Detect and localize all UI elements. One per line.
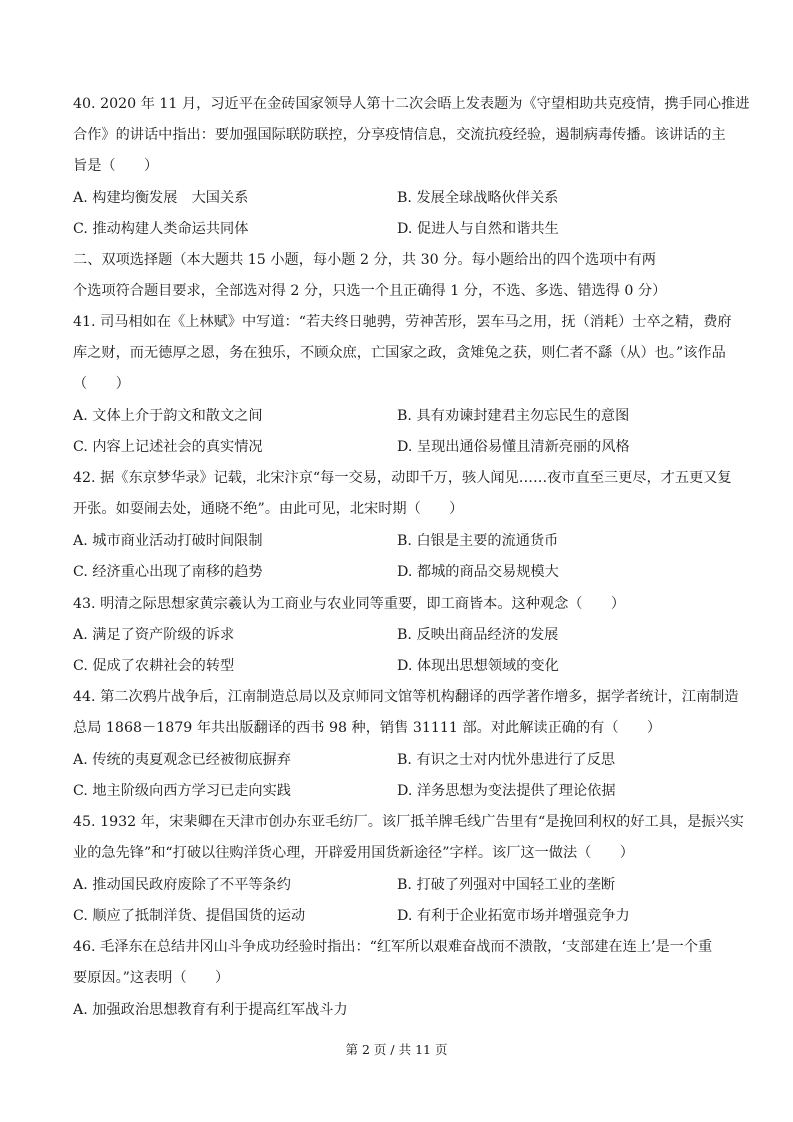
- q42-option-c: C. 经济重心出现了南移的趋势: [73, 564, 263, 580]
- q45-option-c: C. 顺应了抵制洋货、提倡国货的运动: [73, 908, 306, 924]
- q40-line-2: 合作》的讲话中指出：要加强国际联防联控，分享疫情信息，交流抗疫经验，遏制病毒传播。该讲话的主: [73, 127, 726, 143]
- q43-option-a: A. 满足了资产阶级的诉求: [73, 627, 235, 643]
- q43-line-1: 43. 明清之际思想家黄宗羲认为工商业与农业同等重要，即工商皆本。这种观念（ ）: [73, 596, 626, 612]
- q46-option-a: A. 加强政治思想教育有利于提高红军战斗力: [73, 1002, 348, 1018]
- q40-line-1: 40. 2020 年 11 月，习近平在金砖国家领导人第十二次会晤上发表题为《守望相助共克疫情，携手同心推进: [73, 96, 750, 112]
- q44-line-2: 总局 1868－1879 年共出版翻译的西书 98 种，销售 31111 部。对此解读正确的有（ ）: [73, 720, 662, 736]
- q41-option-a: A. 文体上介于韵文和散文之间: [73, 408, 263, 424]
- q43-option-c: C. 促成了农耕社会的转型: [73, 658, 235, 674]
- q45-option-a: A. 推动国民政府废除了不平等条约: [73, 877, 291, 893]
- q42-line-2: 开张。如耍闹去处，通晓不绝”。由此可见，北宋时期（ ）: [73, 501, 464, 517]
- q42-line-1: 42. 据《东京梦华录》记载，北宋汴京“每一交易，动即千万，骇人闻见……夜市直至三更尽，才五更又复: [73, 470, 732, 486]
- q40-option-c: C. 推动构建人类命运共同体: [73, 221, 249, 237]
- q45-option-b: B. 打破了列强对中国轻工业的垄断: [397, 877, 616, 893]
- q41-line-3: （ ）: [73, 376, 130, 392]
- q41-line-2: 库之财，而无德厚之恩，务在独乐，不顾众庶，亡国家之政，贪雉兔之获，则仁者不繇（从）也。”该作品: [73, 345, 726, 361]
- q45-line-2: 业的急先锋”和“打破以往购洋货心理，开辟爱用国货新途径”字样。该厂这一做法（ ）: [73, 845, 634, 861]
- q42-option-d: D. 都城的商品交易规模大: [397, 564, 559, 580]
- q43-option-d: D. 体现出思想领域的变化: [397, 658, 559, 674]
- q41-option-c: C. 内容上记述社会的真实情况: [73, 439, 263, 455]
- q46-line-2: 要原因。”这表明（ ）: [73, 970, 230, 986]
- section2-heading-line-2: 个选项符合题目要求，全部选对得 2 分，只选一个且正确得 1 分，不选、多选、错选得 0 分）: [73, 283, 667, 299]
- q43-option-b: B. 反映出商品经济的发展: [397, 627, 559, 643]
- q44-option-d: D. 洋务思想为变法提供了理论依据: [397, 783, 616, 799]
- section2-heading-line-1: 二、双项选择题（本大题共 15 小题，每小题 2 分，共 30 分。每小题给出的四个选项中有两: [73, 252, 656, 268]
- q40-option-b: B. 发展全球战略伙伴关系: [397, 190, 559, 206]
- q46-line-1: 46. 毛泽东在总结井冈山斗争成功经验时指出：“红军所以艰难奋战而不溃散，‘支部建在连上’是一个重: [73, 939, 713, 955]
- q40-line-3: 旨是（ ）: [73, 158, 159, 174]
- q41-option-d: D. 呈现出通俗易懂且清新亮丽的风格: [397, 439, 630, 455]
- q42-option-a: A. 城市商业活动打破时间限制: [73, 533, 263, 549]
- q44-option-c: C. 地主阶级向西方学习已走向实践: [73, 783, 291, 799]
- q40-option-a: A. 构建均衡发展 大国关系: [73, 190, 249, 206]
- q41-option-b: B. 具有劝谏封建君主勿忘民生的意图: [397, 408, 630, 424]
- q40-option-d: D. 促进人与自然和谐共生: [397, 221, 559, 237]
- q45-line-1: 45. 1932 年，宋棐卿在天津市创办东亚毛纺厂。该厂抵羊牌毛线广告里有“是挽回利权的好工具，是振兴实: [73, 814, 744, 830]
- q41-line-1: 41. 司马相如在《上林赋》中写道：“若夫终日驰骋，劳神苦形，罢车马之用，抚（消耗）士卒之精，费府: [73, 314, 732, 330]
- q45-option-d: D. 有利于企业拓宽市场并增强竞争力: [397, 908, 630, 924]
- page-number-footer: 第 2 页 / 共 11 页: [345, 1042, 448, 1057]
- q42-option-b: B. 白银是主要的流通货币: [397, 533, 559, 549]
- q44-line-1: 44. 第二次鸦片战争后，江南制造总局以及京师同文馆等机构翻译的西学著作增多，据学者统计，江南制造: [73, 689, 739, 705]
- q44-option-b: B. 有识之士对内忧外患进行了反思: [397, 752, 616, 768]
- q44-option-a: A. 传统的夷夏观念已经被彻底摒弃: [73, 752, 291, 768]
